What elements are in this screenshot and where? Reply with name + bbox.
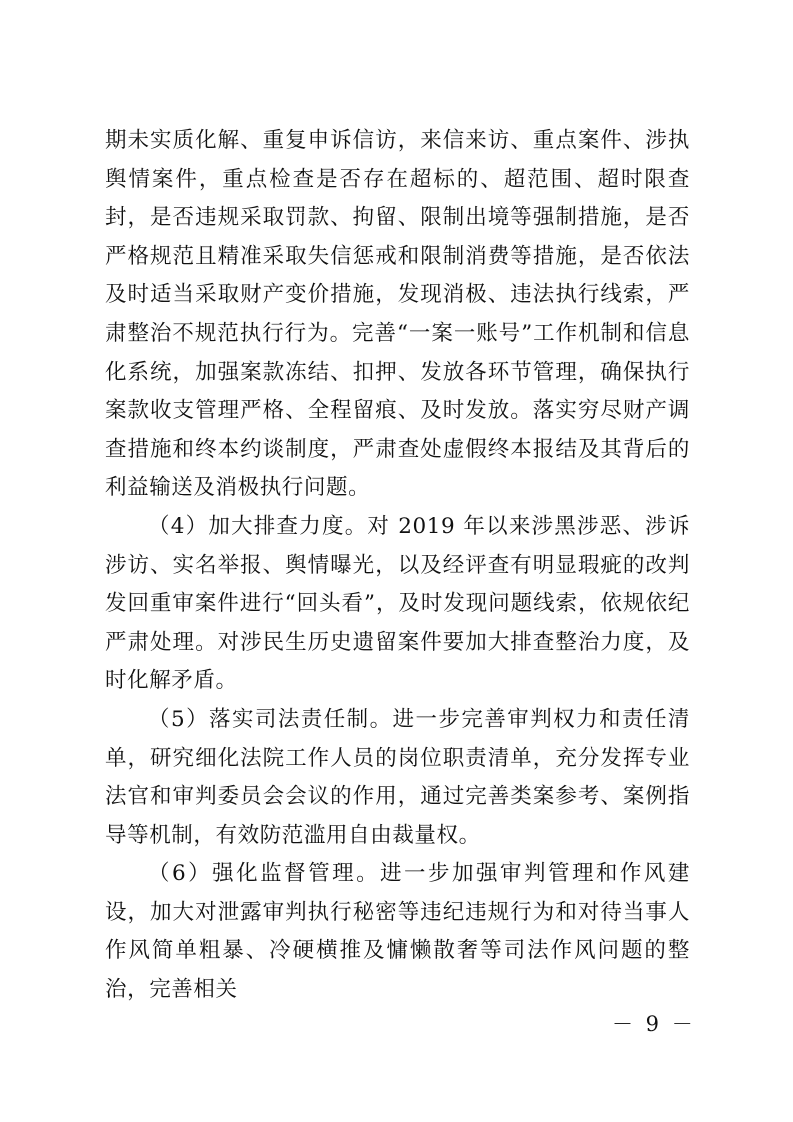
paragraph-continuation: 期未实质化解、重复申诉信访，来信来访、重点案件、涉执舆情案件，重点检查是否存在超标的、超范围、超时限查封，是否违规采取罚款、拘留、限制出境等强制措施，是否严格规范且精准采取失信惩戒和限制消费等措施，是否依法及时适当采取财产变价措施，发现消极、违法执行线索，严肃整治不规范执行行为。完善“一案一账号”工作机制和信息化系统，加强案款冻结、扣押、发放各环节管理，确保执行案款收支管理严格、全程留痕、及时发放。落实穷尽财产调查措施和终本约谈制度，严肃查处虚假终本报结及其背后的利益输送及消极执行问题。 — [105, 128, 690, 501]
page-number: － 9 － — [612, 1012, 696, 1036]
body-text — [105, 122, 690, 1010]
paragraph-item-4: （4）加大排查力度。对 2019 年以来涉黑涉恶、涉诉涉访、实名举报、舆情曝光，以及经评查有明显瑕疵的改判发回重审案件进行“回头看”，及时发现问题线索，依规依纪严肃处理。对涉民生历史遗留案件要加大排查整治力度，及时化解矛盾。 — [105, 513, 690, 694]
paragraph-item-6: （6）强化监督管理。进一步加强审判管理和作风建设，加大对泄露审判执行秘密等违纪违规行为和对待当事人作风简单粗暴、冷硬横推及慵懒散奢等司法作风问题的整治，完善相关 — [105, 861, 690, 1003]
paragraph-item-5: （5）落实司法责任制。进一步完善审判权力和责任清单，研究细化法院工作人员的岗位职责清单，充分发挥专业法官和审判委员会会议的作用，通过完善类案参考、案例指导等机制，有效防范滥用自由裁量权。 — [105, 706, 690, 848]
